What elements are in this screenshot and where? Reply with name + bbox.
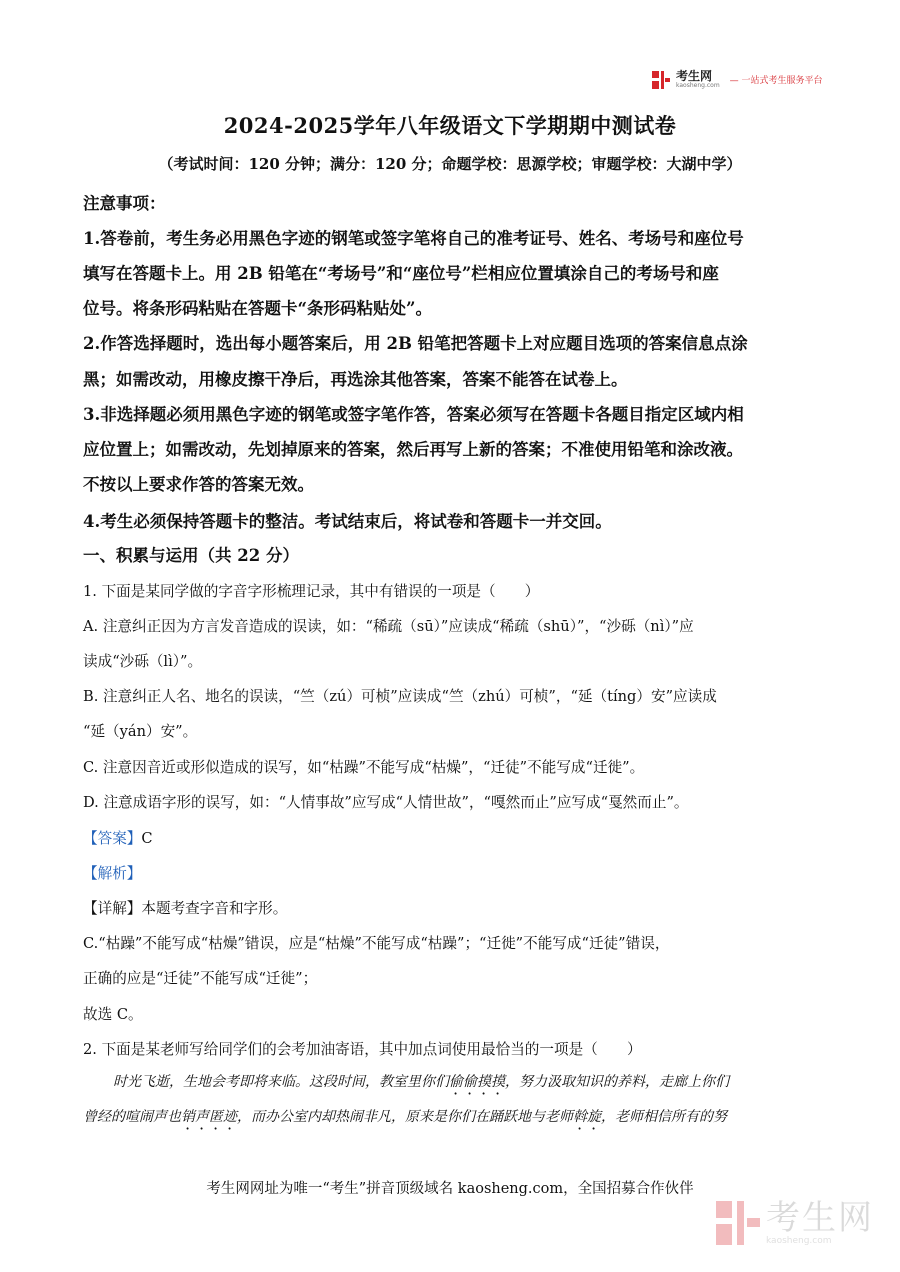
- notice-line: 2.作答选择题时，选出每小题答案后，用 2B 铅笔把答题卡上对应题目选项的答案信息点涂: [83, 334, 748, 353]
- explanation-line: 正确的应是“迁徒”不能写成“迁徙”；: [83, 970, 318, 987]
- watermark-name: 考生网: [766, 1198, 874, 1238]
- watermark: [716, 1200, 874, 1246]
- kaosheng-watermark-icon: [716, 1201, 760, 1245]
- detail-line: 【详解】本题考查字音和字形。: [83, 900, 288, 917]
- page-title: 2024-2025学年八年级语文下学期期中测试卷: [223, 113, 677, 138]
- answer-line: [83, 827, 153, 848]
- analysis-label: 【解析】: [83, 865, 142, 882]
- notice-line: 黑；如需改动，用橡皮擦干净后，再选涂其他答案，答案不能答在试卷上。: [83, 370, 628, 389]
- answer-value: C: [141, 830, 153, 847]
- notice-line: 应位置上；如需改动，先划掉原来的答案，然后再写上新的答案；不准使用铅笔和涂改液。: [83, 440, 743, 459]
- option-b-cont: “延（yán）安”。: [83, 723, 198, 740]
- dotted-word: 偷偷摸摸: [449, 1074, 505, 1090]
- option-a: A. 注意纠正因为方言发音造成的误读，如：“稀疏（sū）”应读成“稀疏（shū）”，“沙砾（nì）”应: [83, 618, 694, 635]
- dotted-word: 销声匿迹: [181, 1109, 237, 1125]
- conclusion-line: 故选 C。: [83, 1006, 143, 1023]
- option-c: C. 注意因音近或形似造成的误写，如“枯躁”不能写成“枯燥”，“迁徒”不能写成“迁徙”。: [83, 759, 645, 776]
- dotted-word: 斡旋: [573, 1109, 601, 1125]
- question-2-stem: 2. 下面是某老师写给同学们的会考加油寄语，其中加点词使用最恰当的一项是（ ）: [83, 1041, 642, 1058]
- logo-name: 考生网: [676, 69, 713, 83]
- logo-slogan: — 一站式考生服务平台: [729, 76, 823, 86]
- passage-line: 曾经的喧闹声也销声匿迹，而办公室内却热闹非凡，原来是你们在踊跃地与老师斡旋，老师相信所有的努: [83, 1109, 727, 1125]
- option-b: B. 注意纠正人名、地名的误读，“竺（zú）可桢”应读成“竺（zhú）可桢”，“延（tíng）安”应读成: [83, 688, 717, 705]
- notice-line: 3.非选择题必须用黑色字迹的钢笔或签字笔作答，答案必须写在答题卡各题目指定区域内相: [83, 405, 744, 424]
- section-heading: 一、积累与运用（共 22 分）: [83, 546, 299, 565]
- passage-line: 时光飞逝，生地会考即将来临。这段时间，教室里你们偷偷摸摸，努力汲取知识的养料，走廊上你们: [113, 1074, 729, 1090]
- exam-info: （考试时间：120 分钟；满分：120 分；命题学校：思源学校；审题学校：大湖中学）: [158, 155, 742, 173]
- page-footer: 考生网网址为唯一“考生”拼音顶级域名 kaosheng.com，全国招募合作伙伴: [206, 1181, 694, 1197]
- brand-logo: [652, 70, 823, 89]
- question-1-stem: 1. 下面是某同学做的字音字形梳理记录，其中有错误的一项是（ ）: [83, 583, 540, 600]
- explanation-line: C.“枯躁”不能写成“枯燥”错误，应是“枯燥”不能写成“枯躁”；“迁徙”不能写成“迁徒”错误，: [83, 935, 670, 952]
- answer-label: 【答案】: [83, 830, 142, 847]
- notice-line: 4.考生必须保持答题卡的整洁。考试结束后，将试卷和答题卡一并交回。: [83, 512, 612, 531]
- kaosheng-logo-icon: [652, 71, 670, 89]
- logo-domain: kaosheng.com: [676, 82, 720, 89]
- notice-line: 1.答卷前，考生务必用黑色字迹的钢笔或签字笔将自己的准考证号、姓名、考场号和座位号: [83, 229, 744, 248]
- notice-line: 填写在答题卡上。用 2B 铅笔在“考场号”和“座位号”栏相应位置填涂自己的考场号和座: [83, 264, 719, 283]
- notice-line: 不按以上要求作答的答案无效。: [83, 475, 314, 494]
- option-a-cont: 读成“沙砾（lì）”。: [83, 653, 203, 670]
- notice-line: 位号。将条形码粘贴在答题卡“条形码粘贴处”。: [83, 299, 432, 318]
- watermark-domain: kaosheng.com: [766, 1236, 832, 1246]
- option-d: D. 注意成语字形的误写，如：“人情事故”应写成“人情世故”，“嘎然而止”应写成“戛然而止”。: [83, 794, 689, 811]
- notice-heading: 注意事项：: [83, 194, 166, 213]
